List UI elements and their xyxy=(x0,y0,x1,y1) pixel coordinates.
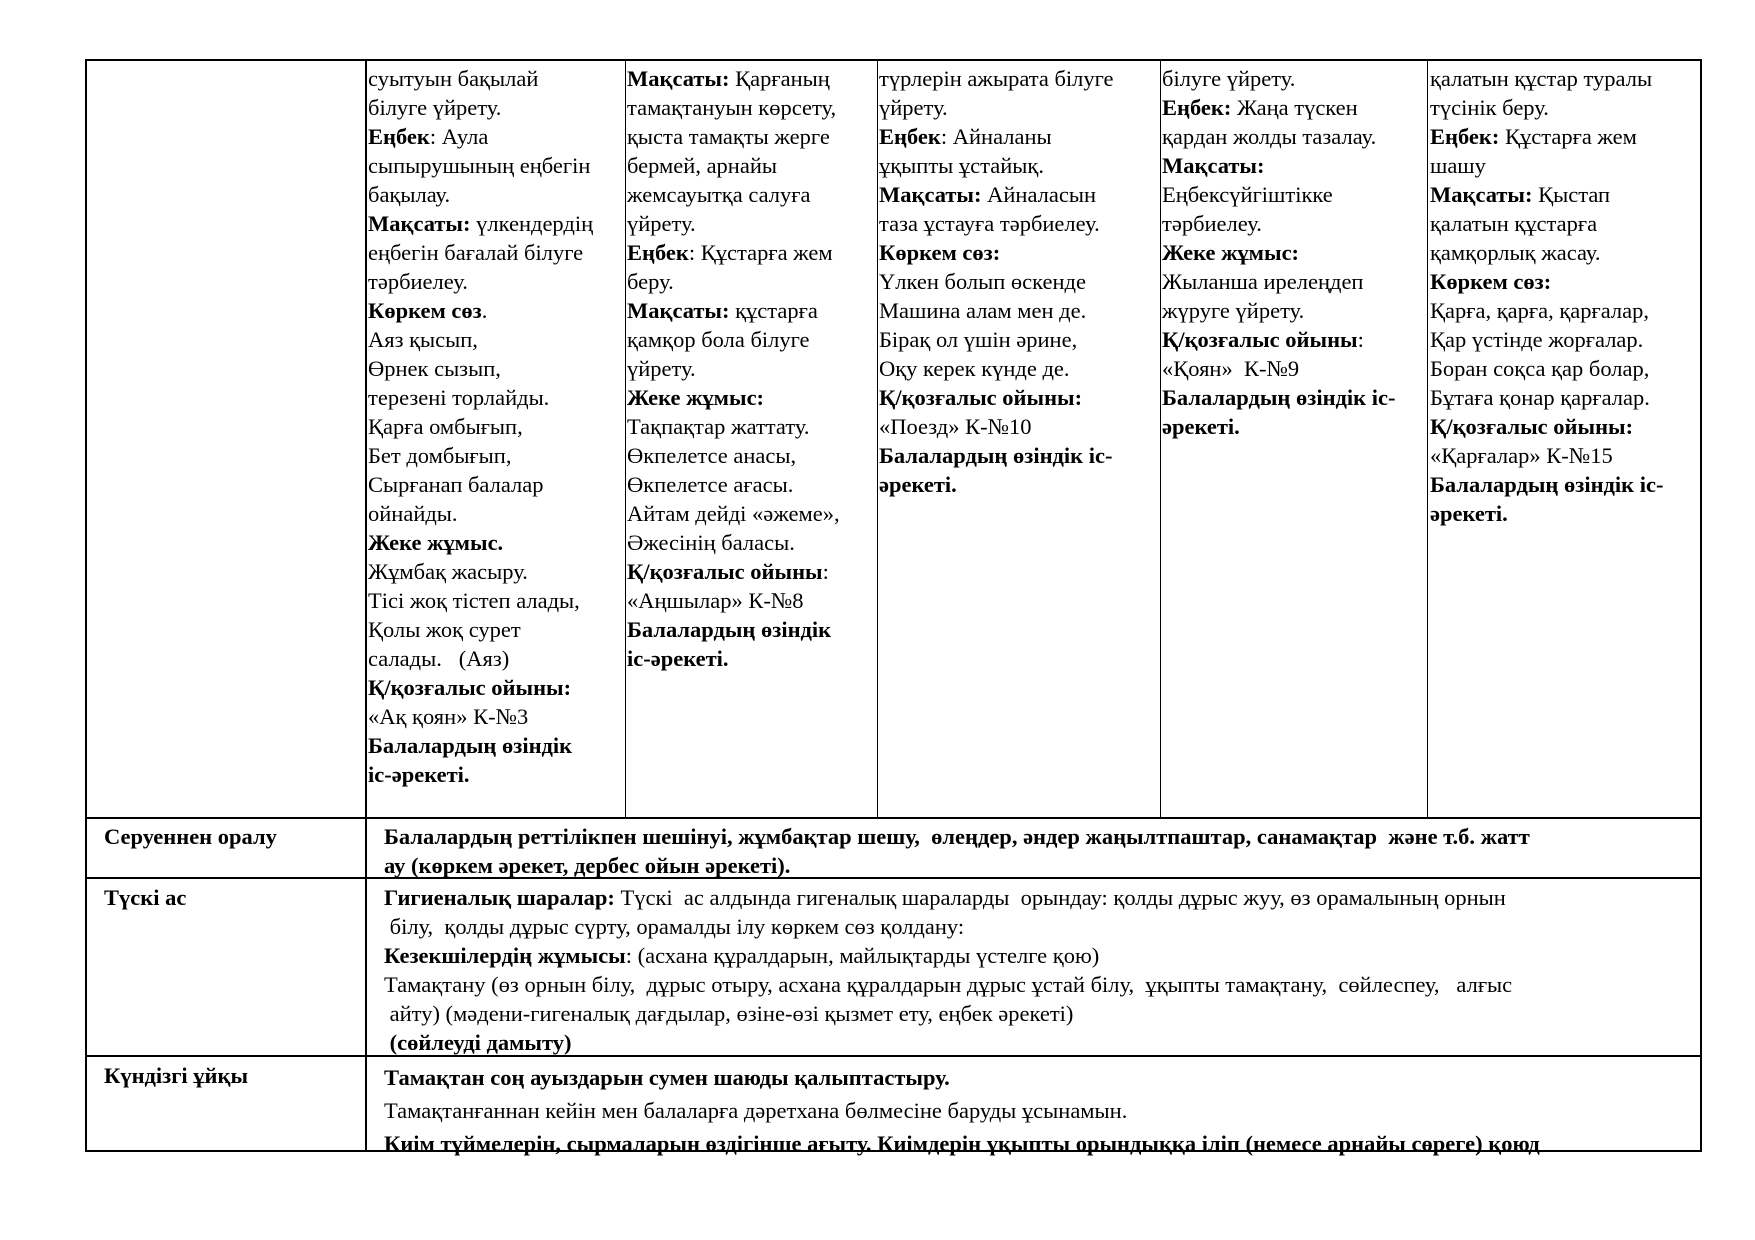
bold-text: Қ/қозғалыс ойыны: xyxy=(1430,414,1634,439)
text-line xyxy=(368,296,593,325)
bold-text: Еңбек xyxy=(627,240,689,265)
text-line xyxy=(1162,180,1395,209)
text: білу, қолды дұрыс сүрту, орамалды ілу көркем сөз қолдану: xyxy=(384,914,965,939)
text: білуге үйрету. xyxy=(1162,66,1296,91)
text: үйрету. xyxy=(879,95,948,120)
text-line xyxy=(384,1061,1540,1094)
text-line xyxy=(879,238,1114,267)
column-divider-4 xyxy=(1427,59,1428,819)
bold-text: (сөйлеуді дамыту) xyxy=(384,1030,572,1055)
text-line xyxy=(1162,93,1395,122)
text: : (асхана құралдарын, майлықтарды үстелге қою) xyxy=(625,943,1100,968)
text-line xyxy=(368,441,593,470)
text: Айналасын xyxy=(981,182,1096,207)
column-divider-2 xyxy=(877,59,878,819)
text: Боран соқса қар болар, xyxy=(1430,356,1650,381)
text-line xyxy=(1430,354,1663,383)
text-line xyxy=(1430,296,1663,325)
text-line xyxy=(1430,267,1663,296)
text: Еңбексүйгіштікке xyxy=(1162,182,1333,207)
text-line xyxy=(1162,354,1395,383)
text: бақылау. xyxy=(368,182,451,207)
text-line xyxy=(627,209,840,238)
text: : xyxy=(1357,327,1364,352)
text-line xyxy=(368,557,593,586)
text: : xyxy=(822,559,829,584)
text-line xyxy=(1162,325,1395,354)
text: «Қарғалар» К-№15 xyxy=(1430,443,1613,468)
column-divider-3 xyxy=(1160,59,1161,819)
row-content-lunch xyxy=(384,883,1512,1057)
text: Қолы жоқ сурет xyxy=(368,617,521,642)
bold-text: Мақсаты: xyxy=(1162,153,1265,178)
text: білуге үйрету. xyxy=(368,95,502,120)
text: Тісі жоқ тістеп алады, xyxy=(368,588,580,613)
text-line xyxy=(368,760,593,789)
text: Жаңа түскен xyxy=(1231,95,1358,120)
text: Өрнек сызып, xyxy=(368,356,501,381)
column-divider-1 xyxy=(625,59,626,819)
text-line xyxy=(879,151,1114,180)
text-line xyxy=(627,586,840,615)
bold-text: Қ/қозғалыс ойыны: xyxy=(368,675,572,700)
text-line xyxy=(627,557,840,586)
text: Жыланша ирелеңдеп xyxy=(1162,269,1364,294)
bold-text: ау (көркем әрекет, дербес ойын әрекеті). xyxy=(384,853,791,878)
text: Бірақ ол үшін әрине, xyxy=(879,327,1078,352)
text-line xyxy=(1430,412,1663,441)
table-border-right xyxy=(1700,59,1702,1152)
text-line xyxy=(1430,93,1663,122)
text-line xyxy=(368,180,593,209)
text-line xyxy=(368,238,593,267)
text-line xyxy=(879,93,1114,122)
text: түрлерін ажырата білуге xyxy=(879,66,1114,91)
bold-text: іс-әрекеті. xyxy=(627,646,729,671)
text: Аяз қысып, xyxy=(368,327,478,352)
text-line xyxy=(1430,441,1663,470)
text: қардан жолды тазалау. xyxy=(1162,124,1377,149)
text: құстарға xyxy=(729,298,818,323)
text: Тақпақтар жаттату. xyxy=(627,414,810,439)
text: үлкендердің xyxy=(470,211,594,236)
bold-text: Еңбек: xyxy=(1430,124,1500,149)
text: жүруге үйрету. xyxy=(1162,298,1305,323)
bold-text: Киім түймелерін, сырмаларын өздігінше ағыту. Киімдерін ұқыпты орындыққа іліп (немесе арнайы сөреге) қоюд xyxy=(384,1131,1540,1156)
text: Қарға омбығып, xyxy=(368,414,523,439)
label-column-divider xyxy=(365,59,367,1152)
bold-text: Жеке жұмыс. xyxy=(368,530,504,555)
text-line xyxy=(384,1127,1540,1160)
bold-text: іс-әрекеті. xyxy=(368,762,470,787)
text: Сырғанап балалар xyxy=(368,472,544,497)
table-border-top xyxy=(86,59,1702,61)
text-line xyxy=(1430,151,1663,180)
text-line xyxy=(627,296,840,325)
text-line xyxy=(879,383,1114,412)
text-line xyxy=(1430,122,1663,151)
bold-text: Балалардың өзіндік іс- xyxy=(879,443,1113,468)
text-line xyxy=(1430,238,1663,267)
text: тәрбиелеу. xyxy=(368,269,468,294)
text-line xyxy=(384,912,1512,941)
row-divider-1 xyxy=(86,817,1702,819)
text: Оқу керек күнде де. xyxy=(879,356,1070,381)
text-line xyxy=(368,267,593,296)
text: жемсауытқа салуға xyxy=(627,182,811,207)
bold-text: Балалардың өзіндік іс- xyxy=(1162,385,1396,410)
top-row-cell-3 xyxy=(879,64,1114,499)
text-line xyxy=(879,267,1114,296)
text: Бұтаға қонар қарғалар. xyxy=(1430,385,1650,410)
row-label-return-from-walk: Серуеннен оралу xyxy=(104,824,277,849)
text-line xyxy=(368,354,593,383)
text-line xyxy=(627,499,840,528)
text: шашу xyxy=(1430,153,1486,178)
bold-text: Еңбек xyxy=(879,124,941,149)
text-line xyxy=(627,122,840,151)
text-line xyxy=(627,267,840,296)
text: ойнайды. xyxy=(368,501,458,526)
text-line xyxy=(368,615,593,644)
text-line xyxy=(1430,499,1663,528)
text-line xyxy=(384,883,1512,912)
bold-text: Тамақтан соң ауыздарын сумен шаюды қалыптастыру. xyxy=(384,1065,950,1090)
text-line xyxy=(627,412,840,441)
table-border-left xyxy=(85,59,87,1152)
text-line xyxy=(368,528,593,557)
text-line xyxy=(1430,470,1663,499)
text-line xyxy=(627,93,840,122)
text-line xyxy=(627,528,840,557)
text: Машина алам мен де. xyxy=(879,298,1087,323)
text-line xyxy=(368,499,593,528)
text: үйрету. xyxy=(627,356,696,381)
bold-text: Кезекшілердің жұмысы xyxy=(384,943,626,968)
row-content-return-from-walk xyxy=(384,822,1530,880)
text-line xyxy=(384,1028,1512,1057)
text-line xyxy=(368,209,593,238)
text-line xyxy=(1162,412,1395,441)
text-line xyxy=(879,354,1114,383)
text-line xyxy=(1430,325,1663,354)
text-line xyxy=(627,238,840,267)
text-line xyxy=(384,999,1512,1028)
text: Өкпелетсе ағасы. xyxy=(627,472,794,497)
text: Тамақтанғаннан кейін мен балаларға дәретхана бөлмесіне баруды ұсынамын. xyxy=(384,1098,1128,1123)
text-line xyxy=(627,64,840,93)
bold-text: Мақсаты: xyxy=(627,298,730,323)
text: ұқыпты ұстайық. xyxy=(879,153,1044,178)
text: қыста тамақты жерге xyxy=(627,124,830,149)
bold-text: Қ/қозғалыс ойыны xyxy=(1162,327,1358,352)
text: Үлкен болып өскенде xyxy=(879,269,1086,294)
text-line xyxy=(368,122,593,151)
text-line xyxy=(627,383,840,412)
text: Әжесінің баласы. xyxy=(627,530,795,555)
text-line xyxy=(627,151,840,180)
text-line xyxy=(879,64,1114,93)
row-content-nap xyxy=(384,1061,1540,1160)
text: Қыстап xyxy=(1532,182,1611,207)
text-line xyxy=(368,325,593,354)
top-row-cell-4 xyxy=(1162,64,1395,441)
bold-text: әрекеті. xyxy=(1430,501,1508,526)
text-line xyxy=(1162,296,1395,325)
text-line xyxy=(1162,383,1395,412)
bold-text: Қ/қозғалыс ойыны xyxy=(627,559,823,584)
bold-text: әрекеті. xyxy=(879,472,957,497)
text-line xyxy=(627,441,840,470)
bold-text: әрекеті. xyxy=(1162,414,1240,439)
bold-text: Еңбек xyxy=(368,124,430,149)
text: айту) (мәдени-гигеналық дағдылар, өзіне-өзі қызмет ету, еңбек әрекеті) xyxy=(384,1001,1074,1026)
text: сыпырушының еңбегін xyxy=(368,153,591,178)
text: суытуын бақылай xyxy=(368,66,539,91)
text-line xyxy=(384,1094,1540,1127)
text-line xyxy=(627,325,840,354)
text: беру. xyxy=(627,269,674,294)
top-row-cell-2 xyxy=(627,64,840,673)
text: «Ақ қоян» К-№3 xyxy=(368,704,529,729)
text-line xyxy=(1162,64,1395,93)
text-line xyxy=(627,615,840,644)
text-line xyxy=(879,325,1114,354)
text-line xyxy=(879,209,1114,238)
text-line xyxy=(1162,209,1395,238)
text-line xyxy=(368,64,593,93)
text: Құстарға жем xyxy=(1499,124,1637,149)
text: қамқор бола білуге xyxy=(627,327,810,352)
text: «Қоян» К-№9 xyxy=(1162,356,1300,381)
text: Айтам дейді «әжеме», xyxy=(627,501,840,526)
text-line xyxy=(368,470,593,499)
row-label-lunch: Түскі ас xyxy=(104,885,187,910)
bold-text: Балалардың өзіндік іс- xyxy=(1430,472,1664,497)
text-line xyxy=(879,470,1114,499)
text-line xyxy=(879,412,1114,441)
text: терезені торлайды. xyxy=(368,385,550,410)
text-line xyxy=(879,441,1114,470)
text-line xyxy=(879,180,1114,209)
text: : Айналаны xyxy=(940,124,1052,149)
text-line xyxy=(368,702,593,731)
text: түсінік беру. xyxy=(1430,95,1549,120)
text: : Құстарға жем xyxy=(688,240,833,265)
text: үйрету. xyxy=(627,211,696,236)
text-line xyxy=(1162,122,1395,151)
text: Бет домбығып, xyxy=(368,443,512,468)
bold-text: Көркем сөз: xyxy=(1430,269,1552,294)
bold-text: Балалардың реттілікпен шешінуі, жұмбақтар шешу, өлеңдер, әндер жаңылтпаштар, санамақтар және т.б. жатт xyxy=(384,824,1530,849)
bold-text: Жеке жұмыс: xyxy=(627,385,765,410)
text: қалатын құстар туралы xyxy=(1430,66,1653,91)
text: Қарғаның xyxy=(729,66,830,91)
top-row-cell-5 xyxy=(1430,64,1663,528)
bold-text: Көркем сөз xyxy=(368,298,482,323)
text-line xyxy=(627,180,840,209)
text-line xyxy=(368,151,593,180)
text-line xyxy=(879,122,1114,151)
text-line xyxy=(1430,180,1663,209)
text: тәрбиелеу. xyxy=(1162,211,1262,236)
text-line xyxy=(368,383,593,412)
text: «Поезд» К-№10 xyxy=(879,414,1032,439)
bold-text: Мақсаты: xyxy=(879,182,982,207)
text-line xyxy=(1162,238,1395,267)
text: Түскі ас алдында гигеналық шараларды орындау: қолды дұрыс жуу, өз орамалының орнын xyxy=(614,885,1506,910)
top-row-cell-1 xyxy=(368,64,593,789)
text: Өкпелетсе анасы, xyxy=(627,443,797,468)
text-line xyxy=(368,412,593,441)
text-line xyxy=(1430,383,1663,412)
text-line xyxy=(1162,151,1395,180)
text-line xyxy=(368,731,593,760)
text: бермей, арнайы xyxy=(627,153,777,178)
bold-text: Гигиеналық шаралар: xyxy=(384,885,615,910)
text-line xyxy=(368,93,593,122)
text: Қар үстінде жорғалар. xyxy=(1430,327,1644,352)
text: . xyxy=(481,298,488,323)
text: : Аула xyxy=(429,124,489,149)
text: Жұмбақ жасыру. xyxy=(368,559,528,584)
text-line xyxy=(384,941,1512,970)
text-line xyxy=(879,296,1114,325)
text-line xyxy=(368,644,593,673)
text-line xyxy=(1162,267,1395,296)
bold-text: Балалардың өзіндік xyxy=(368,733,573,758)
text-line xyxy=(368,586,593,615)
bold-text: Балалардың өзіндік xyxy=(627,617,832,642)
text: «Аңшылар» К-№8 xyxy=(627,588,804,613)
text: таза ұстауға тәрбиелеу. xyxy=(879,211,1100,236)
text: Қарға, қарға, қарғалар, xyxy=(1430,298,1650,323)
bold-text: Еңбек: xyxy=(1162,95,1232,120)
text-line xyxy=(1430,64,1663,93)
text-line xyxy=(384,851,1530,880)
text: тамақтануын көрсету, xyxy=(627,95,837,120)
text-line xyxy=(627,354,840,383)
text: қамқорлық жасау. xyxy=(1430,240,1601,265)
bold-text: Мақсаты: xyxy=(1430,182,1533,207)
text: Тамақтану (өз орнын білу, дұрыс отыру, асхана құралдарын дұрыс ұстай білу, ұқыпты тамақтану, сөйлеспеу, алғыс xyxy=(384,972,1513,997)
text-line xyxy=(627,644,840,673)
text-line xyxy=(1430,209,1663,238)
bold-text: Қ/қозғалыс ойыны: xyxy=(879,385,1083,410)
row-label-nap: Күндізгі ұйқы xyxy=(104,1063,249,1088)
bold-text: Мақсаты: xyxy=(368,211,471,236)
bold-text: Көркем сөз: xyxy=(879,240,1001,265)
bold-text: Мақсаты: xyxy=(627,66,730,91)
text-line xyxy=(384,822,1530,851)
bold-text: Жеке жұмыс: xyxy=(1162,240,1300,265)
text: қалатын құстарға xyxy=(1430,211,1598,236)
text-line xyxy=(627,470,840,499)
text: салады. (Аяз) xyxy=(368,646,510,671)
text-line xyxy=(384,970,1512,999)
text-line xyxy=(368,673,593,702)
text: еңбегін бағалай білуге xyxy=(368,240,584,265)
